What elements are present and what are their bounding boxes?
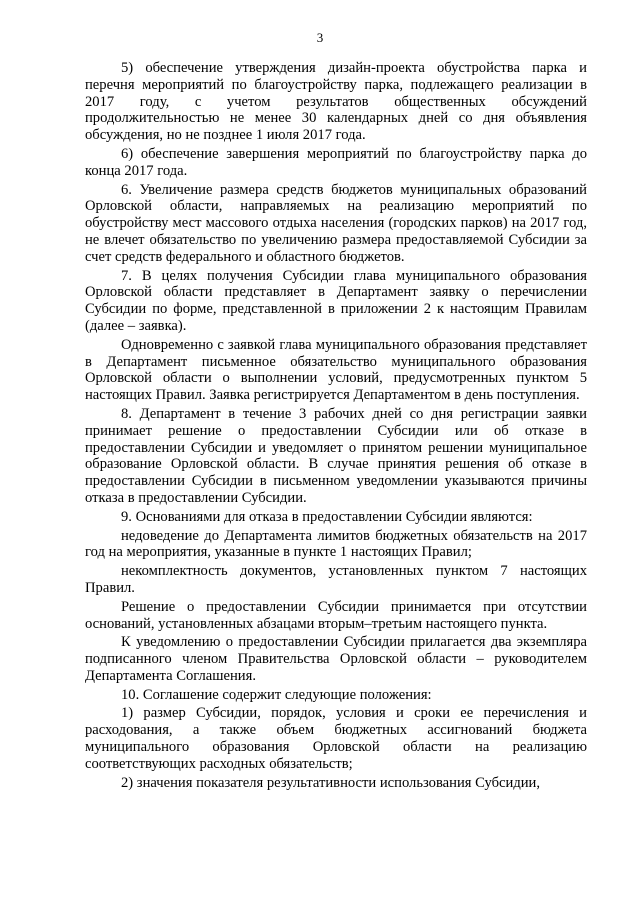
paragraph-refusal-reason-1: недоведение до Департамента лимитов бюджетных обязательств на 2017 год на мероприятия, указанные в пункте 1 настоящих Правил; (85, 527, 587, 561)
paragraph-notification: К уведомлению о предоставлении Субсидии прилагается два экземпляра подписанного членом Правительства Орловской области – руководителем Департамента Соглашения. (85, 634, 587, 684)
document-body (85, 60, 587, 793)
paragraph-refusal-reason-2: некомплектность документов, установленных пунктом 7 настоящих Правил. (85, 563, 587, 596)
paragraph-section-6: 6. Увеличение размера средств бюджетов муниципальных образований Орловской области, направляемых на реализацию мероприятий по обустройству мест массового отдыха населения (городских парков) на 2017 год, не влечет обязательство по увеличению размера предоставляемой Субсидии за счет средств федерального и областного бюджетов. (85, 181, 587, 265)
paragraph-section-7: 7. В целях получения Субсидии глава муниципального образования Орловской области представляет в Департамент заявку о перечислении Субсидии по форме, представленной в приложении 2 к настоящим Правилам (далее – заявка). (85, 267, 587, 334)
paragraph-simultaneously: Одновременно с заявкой глава муниципального образования представляет в Департамент письменное обязательство муниципального образования Орловской области о выполнении условий, предусмотренных пунктом 5 настоящих Правил. Заявка регистрируется Департаментом в день поступления. (85, 336, 587, 404)
paragraph-section-10: 10. Соглашение содержит следующие положения: (121, 686, 432, 703)
paragraph-section-8: 8. Департамент в течение 3 рабочих дней со дня регистрации заявки принимает решение о предоставлении Субсидии или об отказе в предоставлении Субсидии и уведомляет о принятом решении муниципальное образование Орловской области. В случае принятия решения об отказе в предоставлении Субсидии в письменном уведомлении указываются причины отказа в предоставлении Субсидии. (85, 405, 587, 506)
page-number: 3 (316, 30, 324, 45)
paragraph-section-9: 9. Основаниями для отказа в предоставлении Субсидии являются: (121, 508, 533, 525)
paragraph-agreement-item-2: 2) значения показателя результативности использования Субсидии, (121, 774, 541, 791)
paragraph-item-6: 6) обеспечение завершения мероприятий по благоустройству парка до конца 2017 года. (85, 145, 587, 179)
paragraph-item-5: 5) обеспечение утверждения дизайн-проекта обустройства парка и перечня мероприятий по благоустройству парка, подлежащего реализации в 2017 году, с учетом результатов общественных обсуждений продолжительностью не менее 30 календарных дней со дня объявления обсуждения, но не позднее 1 июля 2017 года. (85, 60, 587, 144)
paragraph-decision: Решение о предоставлении Субсидии принимается при отсутствии оснований, установленных абзацами вторым–третьим настоящего пункта. (85, 598, 587, 632)
paragraph-agreement-item-1: 1) размер Субсидии, порядок, условия и сроки ее перечисления и расходования, а также объем бюджетных ассигнований бюджета муниципального образования Орловской области на реализацию соответствующих расходных обязательств; (85, 705, 587, 772)
